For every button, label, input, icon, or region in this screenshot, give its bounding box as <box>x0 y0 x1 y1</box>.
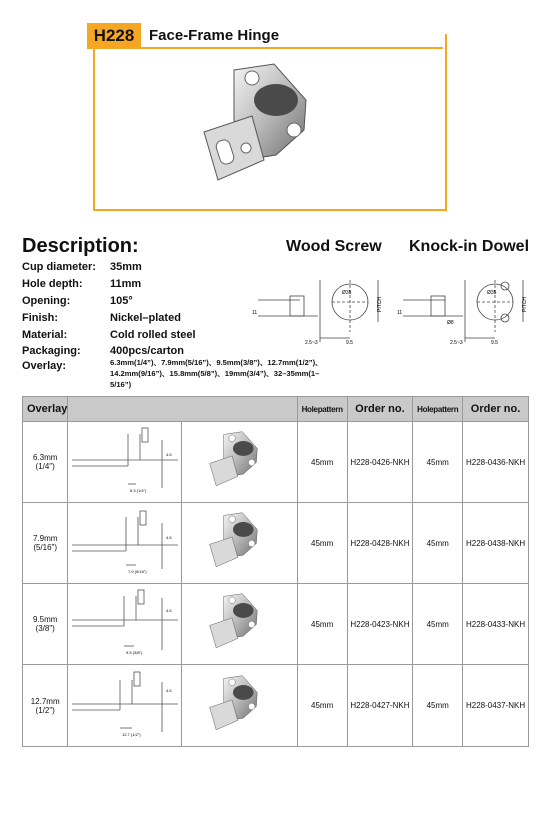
hinge-photo <box>205 590 275 658</box>
row-hole-pattern-1: 45mm <box>297 584 347 665</box>
table-row <box>23 584 529 665</box>
hinge-photo <box>205 428 275 496</box>
kd-dim-25: 2.5~3 <box>450 340 463 346</box>
svg-text:4.5: 4.5 <box>165 687 172 693</box>
table-row <box>23 503 529 584</box>
spec-overlay-value: 6.3mm(1/4”)、7.9mm(5/16”)、9.5mm(3/8”)、12.7mm(1/2”)、14.2mm(9/16”)、15.8mm(5/8”)、19mm(3/4”)、32–35mm(1–5/16”) <box>110 358 323 389</box>
row-hole-pattern-2: 45mm <box>413 422 463 503</box>
row-profile-drawing <box>68 422 182 503</box>
kd-dim-95: 9.5 <box>491 340 498 346</box>
row-hole-pattern-2: 45mm <box>413 503 463 584</box>
product-code: H228 <box>87 23 141 49</box>
row-hole-pattern-1: 45mm <box>297 503 347 584</box>
row-overlay: 12.7mm (1/2") <box>23 665 68 747</box>
row-hole-pattern-1: 45mm <box>297 422 347 503</box>
wood-screw-drawing <box>250 272 385 352</box>
row-profile-drawing <box>68 584 182 665</box>
hinge-photo-main <box>194 60 344 198</box>
svg-text:6.3 (1/4"): 6.3 (1/4") <box>129 488 147 493</box>
kd-dim-11: 11 <box>397 310 403 316</box>
svg-text:4.5: 4.5 <box>165 452 172 457</box>
ws-dim-95: 9.5 <box>346 340 353 346</box>
svg-text:4.5: 4.5 <box>165 535 172 540</box>
col-overlay: Overlay <box>23 397 68 422</box>
row-hinge-photo <box>182 503 298 584</box>
svg-text:4.5: 4.5 <box>165 608 172 613</box>
ws-dim-25: 2.5~3 <box>305 340 318 346</box>
col-order-no-2: Order no. <box>463 397 529 422</box>
kd-dim-35: Ø35 <box>487 290 497 296</box>
row-order-no-2: H228-0436-NKH <box>463 422 529 503</box>
svg-text:7.9 (5/16"): 7.9 (5/16") <box>127 569 147 574</box>
order-table <box>22 396 529 747</box>
kd-dim-8: Ø8 <box>447 320 454 326</box>
row-overlay: 9.5mm (3/8") <box>23 584 68 665</box>
row-overlay: 7.9mm (5/16") <box>23 503 68 584</box>
row-order-no-2: H228-0437-NKH <box>463 665 529 747</box>
col-order-no-1: Order no. <box>347 397 413 422</box>
kd-pitch: PITCH <box>522 297 528 312</box>
row-hinge-photo <box>182 584 298 665</box>
hinge-profile-drawing <box>70 588 180 660</box>
svg-text:9.5 (3/8"): 9.5 (3/8") <box>125 650 143 655</box>
row-hinge-photo <box>182 422 298 503</box>
hinge-profile-drawing <box>70 507 180 579</box>
row-overlay: 6.3mm (1/4") <box>23 422 68 503</box>
svg-text:12.7 (1/2"): 12.7 (1/2") <box>121 731 141 737</box>
row-order-no-2: H228-0438-NKH <box>463 503 529 584</box>
knock-in-dowel-heading: Knock-in Dowel <box>409 238 530 255</box>
table-row <box>23 665 529 747</box>
ws-dim-35: Ø35 <box>342 290 352 296</box>
description-heading: Description: <box>22 235 139 257</box>
table-header-row <box>23 397 529 422</box>
row-order-no-1: H228-0426-NKH <box>347 422 413 503</box>
row-profile-drawing <box>68 503 182 584</box>
row-profile-drawing <box>68 665 182 747</box>
col-hole-pattern-1: Holepattern <box>297 397 347 422</box>
hinge-profile-drawing <box>70 670 180 742</box>
row-hole-pattern-2: 45mm <box>413 665 463 747</box>
wood-screw-heading: Wood Screw <box>286 238 382 255</box>
spec-overlay-label: Overlay: <box>22 360 67 372</box>
ws-pitch: PITCH <box>377 297 383 312</box>
hinge-photo <box>205 509 275 577</box>
hinge-profile-drawing <box>70 426 180 498</box>
table-row <box>23 422 529 503</box>
ws-dim-11: 11 <box>252 310 258 316</box>
col-hole-pattern-2: Holepattern <box>413 397 463 422</box>
row-order-no-1: H228-0427-NKH <box>347 665 413 747</box>
row-hole-pattern-1: 45mm <box>297 665 347 747</box>
col-drawing <box>68 397 297 422</box>
row-hole-pattern-2: 45mm <box>413 584 463 665</box>
product-title: Face-Frame Hinge <box>149 27 280 44</box>
row-order-no-1: H228-0423-NKH <box>347 584 413 665</box>
row-order-no-2: H228-0433-NKH <box>463 584 529 665</box>
row-order-no-1: H228-0428-NKH <box>347 503 413 584</box>
row-hinge-photo <box>182 665 298 747</box>
knock-in-dowel-drawing <box>395 272 530 352</box>
hinge-photo <box>205 672 275 740</box>
